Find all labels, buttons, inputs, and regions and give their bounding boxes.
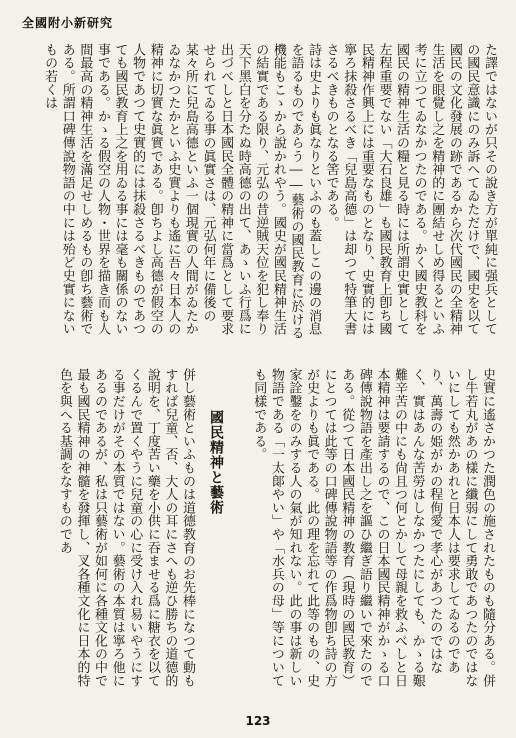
upper-text-block [22, 43, 498, 345]
paragraph: 併し藝術といふものは道德教育のお先棒になつて動もすれば兒童、否、大人の耳にさへも逆ひ勝ちの道德的說明を、丁度苦い藥を小供に吞ませる爲に糖衣を以てくるんで置くやうに兒童の心に受け入れ易いやうにする事だけがその本質ではない。藝術の本質は寧ろ他にあるのであるが、私は只藝術が如何に各種文化の中で最も國民精神の神髓を發揮し、叉各種文化に日本的特色を與へる基調をなすものであ [56, 368, 195, 688]
lower-left-text-block [22, 368, 196, 698]
running-header: 全國附小新研究 [22, 16, 114, 30]
paragraph: 詩は史よりも眞なりといふのも蓋しこの邊の消息を語るものであらう――藝術の國民教育に於ける機能もこゝから說かれやう。國史が國民精神生活の結實である限り、元弘の昔逆賊天位を犯し奉り天下黑白を分たぬ時高德の出て、あゝいふ行爲に出づべしと日本國民全體の精神に當爲として要求せられてゐる事の眞實さは、元弘何年に備後の某々所に兒島高德といふ一個現實の人間がゐたかゐなかつたかといふ史實よりも遙に吾々日本人の精神に切實な眞實である。卽ちよし高德が假空の人物であつて史實的には抹殺さるべきものであつても國民教育上之を用ゐる事には毫も關係のない事である。かゝる假空の人物・世界を描き而も人間最高の精神生活を滿足せしめるもの卽ち藝術である。所謂口碑傳說物語の中には殆ど史實にないもの若くは [42, 43, 322, 340]
page-number: 123 [245, 714, 271, 728]
paragraph: 史實に遙さかつた潤色の施されたものも隨分ある。併し牛若丸があの樣に纖弱にして勇敢であつたのではないにしても然かあれと日本人は要求してゐるのであり、萬壽の姫がかの程侚愛で孝心があつたのではなく、實はあんな苦勞はしなかつたにしても、かゝる艱難辛苦の中にも尙且つ何とかして母親を救ふべしと日本精神は要請するので、この日本國民精神がかゝる口碑傳說物語を產出し之を謳ひ繼ぎ語り繼いで來たのである。從つて日本國民精神の教育（現時の國民教育）にとつては此等の口碑傳說物語等の作爲物卽ち詩の方が史よりも眞である。此の理を忘れて此等のもの、史家詮鑿をのみする人の氣が知れない。此の事は新しい物語である「一太郞やい」や「水兵の母」等についても同樣である。 [251, 368, 495, 688]
lower-right-text-block [234, 368, 496, 698]
paragraph: た譯ではないが只その說き方が單純に强兵としての國民意識にのみ訴へてゐただけで、國史を以て國民の文化發展の跡であるから次代國民の全精神生活を眼覺し之を精神的に團結せしめ得るといふ考に立つてゐなかつたのである。かく國史教科を國民の精神生活の糧と見る時には所謂史實として左程重要でない「大石良雄」も國民教育上卽ち國民精神作興上には重要なものとなり、史實的には寧ろ抹殺さるべき「兒島高德」は却つて特筆大書さるべきものとなる筈である。 [323, 43, 497, 336]
section-heading: 國民精神と藝術 [208, 410, 224, 515]
